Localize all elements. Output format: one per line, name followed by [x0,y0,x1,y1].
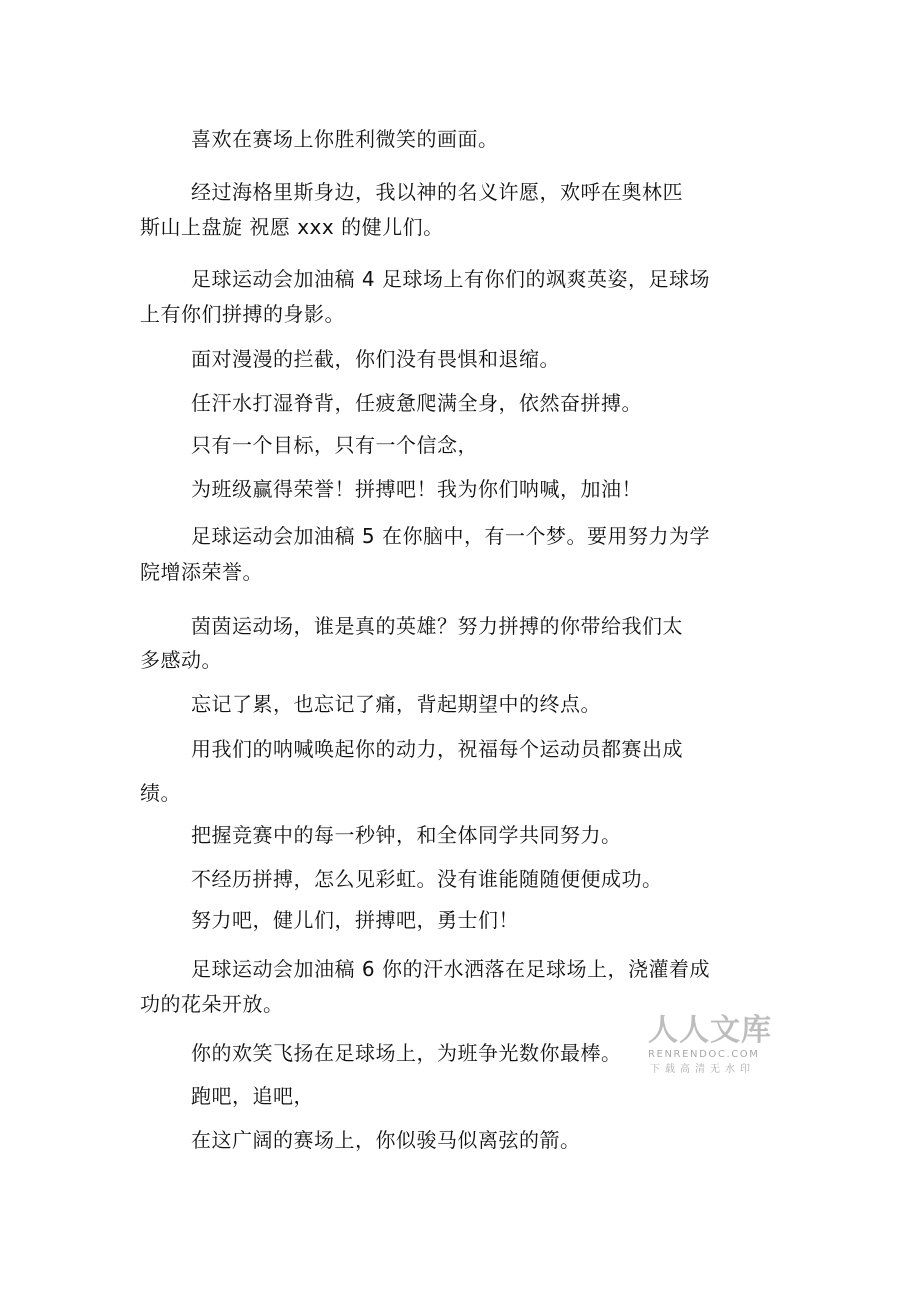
text-line: 任汗水打湿脊背，任疲惫爬满全身，依然奋拼搏。 [191,391,642,415]
text-line: 院增添荣誉。 [140,560,263,584]
watermark-title: 人人文库 [648,1013,772,1048]
text-line: 只有一个目标，只有一个信念， [191,433,478,457]
text-line: 足球运动会加油稿 5 在你脑中，有一个梦。要用努力为学 [191,524,710,548]
watermark-site: RENRENDOC.COM [648,1049,760,1060]
text-line: 跑吧，追吧， [191,1084,314,1108]
text-line: 茵茵运动场，谁是真的英雄？努力拼搏的你带给我们太 [191,614,683,638]
text-line: 努力吧，健儿们，拼搏吧，勇士们！ [191,908,519,932]
text-line: 经过海格里斯身边，我以神的名义许愿，欢呼在奥林匹 [191,180,683,204]
text-line: 把握竞赛中的每一秒钟，和全体同学共同努力。 [191,823,622,847]
text-line: 忘记了累，也忘记了痛，背起期望中的终点。 [191,692,601,716]
text-line: 喜欢在赛场上你胜利微笑的画面。 [191,127,499,151]
text-line: 用我们的呐喊唤起你的动力，祝福每个运动员都赛出成 [191,737,683,761]
text-line: 上有你们拼搏的身影。 [140,302,345,326]
watermark-logo [646,1014,776,1080]
text-line: 斯山上盘旋 祝愿 xxx 的健儿们。 [140,215,444,239]
text-line: 你的欢笑飞扬在足球场上，为班争光数你最棒。 [191,1041,622,1065]
text-line: 足球运动会加油稿 6 你的汗水洒落在足球场上，浇灌着成 [191,957,710,981]
text-line: 足球运动会加油稿 4 足球场上有你们的飒爽英姿，足球场 [191,267,710,291]
text-line: 功的花朵开放。 [140,992,284,1016]
text-line: 面对漫漫的拦截，你们没有畏惧和退缩。 [191,347,560,371]
text-line: 多感动。 [140,648,222,672]
text-line: 在这广阔的赛场上，你似骏马似离弦的箭。 [191,1128,581,1152]
text-line: 绩。 [140,781,181,805]
text-line: 不经历拼搏，怎么见彩虹。没有谁能随随便便成功。 [191,867,663,891]
watermark-slogan: 下载高清无水印 [650,1064,755,1075]
text-line: 为班级赢得荣誉！拼搏吧！我为你们呐喊，加油！ [191,477,642,501]
